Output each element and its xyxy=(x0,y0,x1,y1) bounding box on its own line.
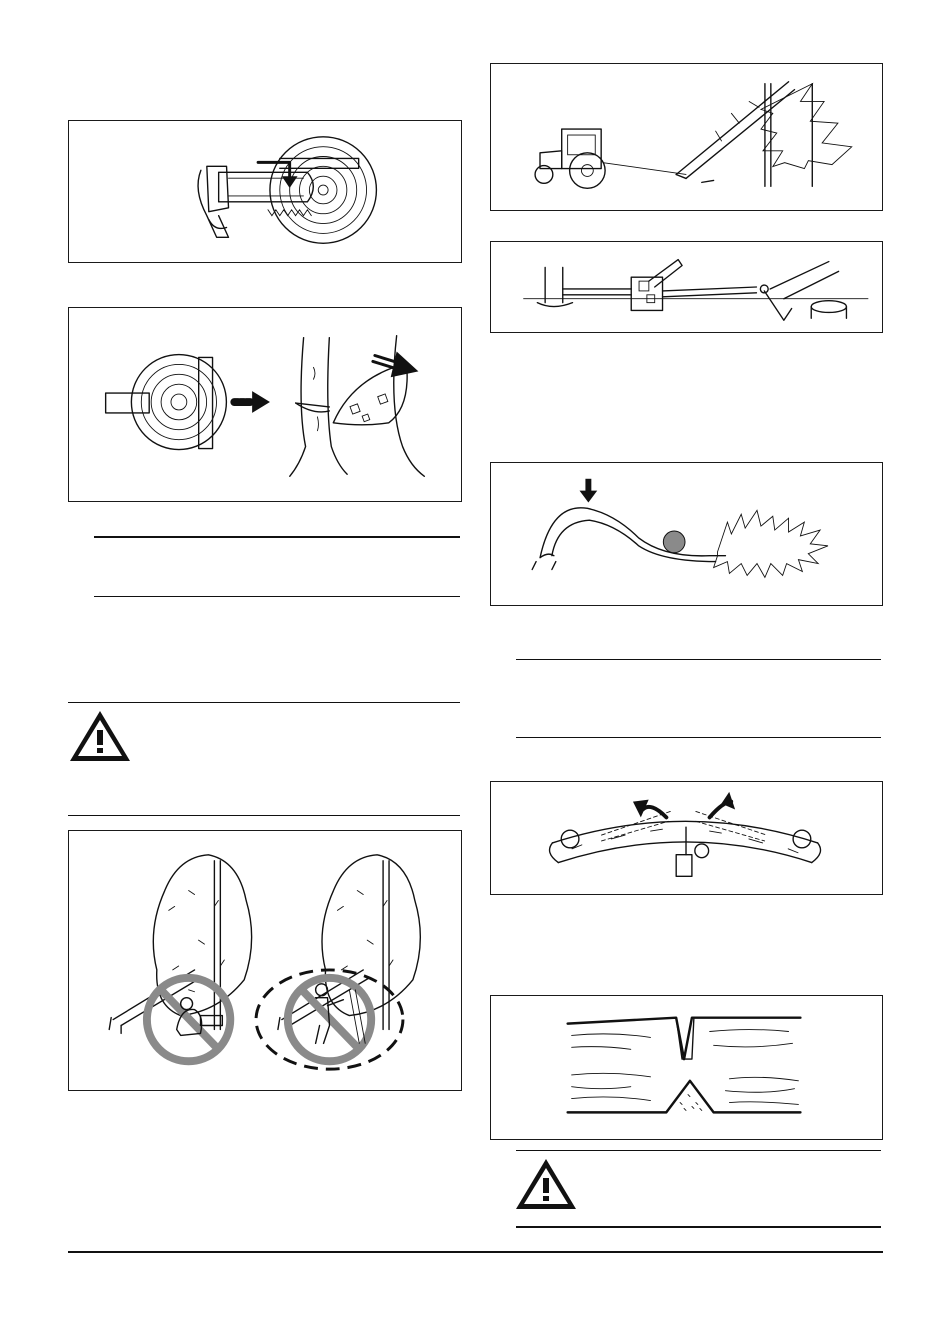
bottom-log-cut xyxy=(568,1073,801,1112)
leaning-felled-tree xyxy=(676,82,794,183)
log-cross-section-illustration xyxy=(491,996,882,1139)
tractor xyxy=(535,129,605,188)
top-log-cut xyxy=(568,1018,801,1059)
saw-bar xyxy=(219,172,314,215)
section-rule xyxy=(68,702,460,703)
direction-arrow xyxy=(258,162,297,188)
figure-wedge-in-tree xyxy=(68,307,462,502)
winch-device xyxy=(631,260,682,311)
trunk-under-tension-illustration xyxy=(491,463,882,605)
stump-top-view xyxy=(106,355,227,450)
felled-tree-stump xyxy=(764,262,846,321)
warning-triangle-icon xyxy=(68,708,132,764)
standing-trees xyxy=(761,84,852,187)
section-rule xyxy=(516,659,881,660)
section-rule xyxy=(516,1226,881,1228)
warning-triangle-icon xyxy=(514,1156,578,1212)
log-tension-sides-illustration xyxy=(491,782,882,894)
section-rule xyxy=(516,737,881,738)
figure-bent-trunk xyxy=(490,462,883,606)
log-end-rings xyxy=(270,137,376,243)
prohibited-danger-zone-illustration xyxy=(69,831,461,1090)
transition-arrow xyxy=(234,391,270,413)
section-rule xyxy=(68,815,460,816)
figure-log-cut-sections xyxy=(490,995,883,1140)
figure-tractor-winch xyxy=(490,63,883,211)
section-rule xyxy=(94,596,460,597)
tree-trunk xyxy=(290,336,425,477)
winch-cable xyxy=(603,163,686,175)
tractor-pulling-tree-illustration xyxy=(491,64,882,210)
figure-no-standing-zone xyxy=(68,830,462,1091)
footer-rule xyxy=(68,1251,883,1253)
section-rule xyxy=(94,536,460,538)
tree-crown xyxy=(714,510,828,577)
figure-winch-pulley xyxy=(490,241,883,333)
chainsaw-cutting-log-illustration xyxy=(69,121,461,262)
section-rule xyxy=(516,1150,881,1151)
prohibition-sign-left xyxy=(147,978,230,1061)
pressure-arrow xyxy=(580,479,598,503)
support-log xyxy=(663,531,685,553)
figure-log-tension-arrows xyxy=(490,781,883,895)
felling-wedge-illustration xyxy=(69,308,461,501)
lift-arrow-left xyxy=(633,800,666,818)
lift-arrow-right xyxy=(710,792,736,818)
manual-winch-illustration xyxy=(491,242,882,332)
figure-chain-cut-log xyxy=(68,120,462,263)
